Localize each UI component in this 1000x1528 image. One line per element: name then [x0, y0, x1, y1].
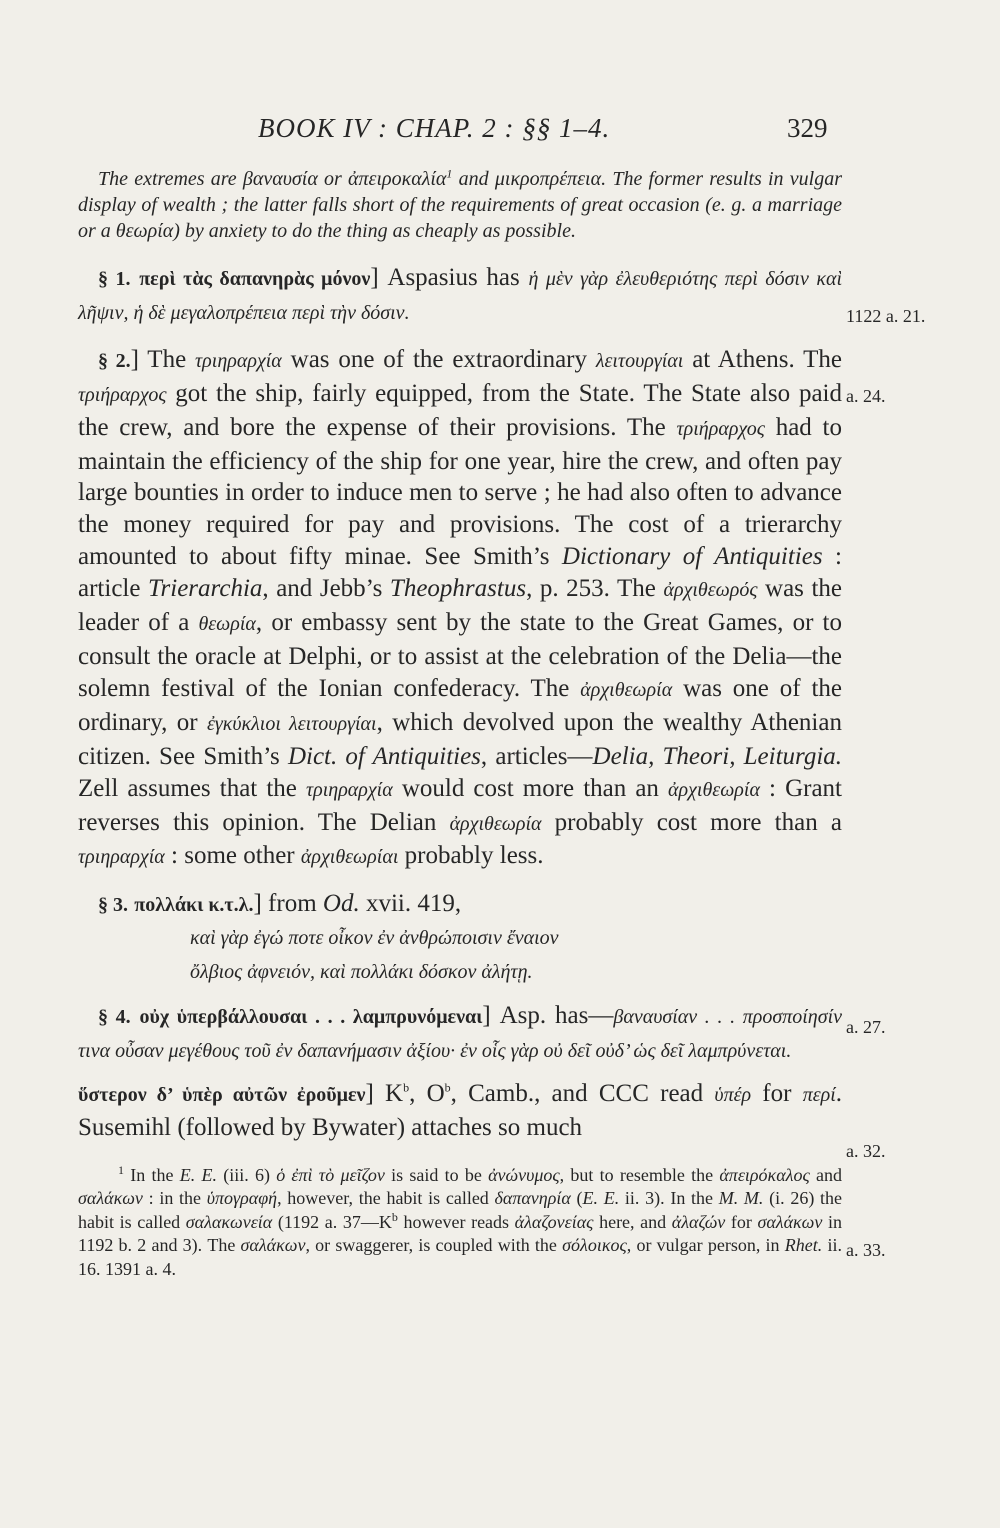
- text: was one of the ordinary, or: [78, 674, 843, 736]
- margin-ref-s1: 1122 a. 21.: [846, 306, 926, 326]
- greek-term: ἀπειρόκαλος: [719, 1164, 810, 1185]
- text: got the ship, fairly equipped, from the State. The State also paid the crew, and bore the expense of their provisions. The: [78, 379, 842, 441]
- text: had to maintain the efficiency of the ship for one year, hire the crew, and often pay large bounties in order to induce men to serve ; he had also often to advance the money required for pay and provisions. The cost of a trierarchy amounted to about fifty minae. See Smith’s: [78, 413, 843, 571]
- greek-term: σαλάκων: [240, 1235, 306, 1256]
- text: ] The: [130, 345, 196, 373]
- greek-term: ἀρχιθεωρία: [580, 678, 673, 701]
- page-number: 329: [787, 113, 828, 143]
- text: , p. 253. The: [526, 575, 664, 603]
- margin-ref-s5: a. 33.: [846, 1240, 886, 1260]
- text: , articles—: [480, 742, 593, 770]
- text: , or embassy sent by the state to the Great Games, or to consult the oracle at Delphi, or to assist at the celebration of the Delia—the solemn festival of the Ionian confederacy. The: [78, 609, 842, 702]
- summary-text-a: The extremes are βαναυσία or ἀπειροκαλία: [98, 168, 447, 190]
- text: was one of the extraordinary: [281, 345, 596, 373]
- abbrev: Rhet.: [784, 1235, 823, 1256]
- lemma: ὕστερον δ’ ὑπὲρ αὐτῶν ἐροῦμεν: [78, 1084, 366, 1107]
- greek-term: σαλακωνεία: [185, 1211, 273, 1232]
- section-mark: § 4.: [98, 1006, 131, 1029]
- text: Zell assumes that the: [78, 774, 306, 802]
- section-3: [78, 888, 842, 922]
- section-mark: § 1.: [98, 268, 131, 290]
- superscript: b: [391, 1209, 398, 1224]
- text: , however, the habit is called: [277, 1188, 495, 1209]
- abbrev: E. E.: [582, 1188, 620, 1209]
- greek-term: ἀλαζονείας: [514, 1211, 594, 1232]
- greek-term: τριηραρχία: [78, 846, 165, 869]
- greek-quote: βαναυσίαν . . . προσποίησίν τινα οὖσαν μεγέθους τοῦ ἐν δαπανήμασιν ἀξίου· ἐν οἷς γὰρ οὐ δεῖ οὐδ’ ὡς δεῖ λαμπρύνεται.: [78, 1006, 842, 1063]
- greek-term: ὑπογραφή: [206, 1188, 278, 1209]
- text: ii. 3). In the: [619, 1188, 719, 1209]
- chapter-summary: [78, 166, 842, 244]
- margin-ref-s3: a. 27.: [846, 1017, 886, 1037]
- greek-term: σαλάκων: [78, 1188, 143, 1209]
- greek-term: σαλάκων: [757, 1211, 823, 1232]
- text: : article: [78, 543, 842, 603]
- text: ] Aspasius has: [370, 264, 529, 291]
- greek-term: τριηραρχία: [305, 778, 393, 801]
- text: for: [725, 1211, 758, 1232]
- text: would cost more than an: [392, 774, 669, 802]
- text: , and Jebb’s: [262, 575, 390, 603]
- greek-term: λειτουργίαι: [595, 349, 684, 372]
- text: however reads: [397, 1211, 515, 1232]
- text: : Grant reverses this opinion. The Delian: [78, 774, 842, 836]
- greek-term: ἀρχιθεωρία: [668, 778, 760, 801]
- margin-ref-s2: a. 24.: [846, 386, 886, 406]
- verse-line-1: καὶ γὰρ ἐγώ ποτε οἶκον ἐν ἀνθρώποισιν ἔναιον: [190, 927, 559, 950]
- text: (iii. 6): [216, 1164, 277, 1185]
- page-body: [78, 166, 842, 1281]
- text: at Athens. The: [683, 345, 843, 373]
- text: , or swaggerer, is coupled with the: [305, 1235, 563, 1256]
- text: was the leader of a: [78, 575, 843, 637]
- text: , O: [409, 1080, 445, 1108]
- text: , Camb., and CCC read: [450, 1080, 715, 1108]
- text: xvii. 419,: [359, 890, 462, 918]
- section-5: [78, 1078, 842, 1144]
- text: (1192 a. 37—K: [272, 1211, 392, 1232]
- greek-term: τριήραρχος: [676, 417, 765, 440]
- running-head: BOOK IV : CHAP. 2 : §§ 1–4.: [258, 113, 611, 143]
- text: is said to be: [384, 1164, 489, 1185]
- text: probably cost more than a: [541, 808, 842, 836]
- summary-text-b: and μικροπρέπεια. The former results in vulgar display of wealth ; the latter falls short of the requirements of great occasion (e. g. a marriage or a θεωρία) by anxiety to do the thing as cheaply as possible.: [78, 168, 842, 242]
- text: : in the: [142, 1188, 207, 1209]
- greek-term: ἐγκύκλιοι λειτουργίαι: [206, 712, 377, 735]
- lemma: περὶ τὰς δαπανηρὰς μόνον: [139, 268, 371, 290]
- greek-term: περί: [802, 1084, 836, 1107]
- footnote-reference: 1: [446, 166, 453, 181]
- text: (: [570, 1188, 583, 1209]
- greek-term: ὑπέρ: [714, 1084, 752, 1107]
- book-title: Dictionary of Antiquities: [561, 543, 823, 571]
- superscript: b: [444, 1080, 451, 1095]
- text: , but to resemble the: [559, 1164, 720, 1185]
- text: ] from: [253, 890, 323, 918]
- greek-term: τριηραρχία: [195, 349, 282, 372]
- article-titles: Delia, Theori, Leiturgia.: [592, 742, 843, 770]
- verse-line-2: ὄλβιος ἀφνειόν, καὶ πολλάκι δόσκον ἀλήτῃ.: [190, 961, 533, 984]
- page-header: [0, 113, 1000, 153]
- text: (i. 26) the habit is called: [78, 1188, 843, 1232]
- text: ii. 16. 1391 a. 4.: [78, 1235, 842, 1279]
- abbrev: E. E.: [179, 1164, 217, 1185]
- section-4: [78, 1000, 842, 1068]
- book-title: Theophrastus: [389, 575, 527, 603]
- section-mark: § 2.: [98, 349, 131, 372]
- greek-term: σόλοικος: [562, 1235, 627, 1256]
- text: for: [751, 1080, 803, 1108]
- greek-term: θεωρία: [198, 613, 256, 636]
- text: , or vulgar person, in: [626, 1235, 785, 1256]
- text: and: [809, 1164, 842, 1185]
- book-title: Dict. of Antiquities: [287, 742, 481, 770]
- work-title: Od.: [322, 890, 360, 918]
- section-1: [78, 262, 842, 330]
- text: ] Asp. has—: [482, 1002, 614, 1030]
- article-title: Trierarchia: [148, 575, 263, 603]
- greek-term: ἀνώνυμος: [488, 1164, 560, 1185]
- greek-term: δαπανηρία: [494, 1188, 571, 1209]
- text: : some other: [164, 842, 301, 870]
- abbrev: M. M.: [718, 1188, 764, 1209]
- margin-ref-s4: a. 32.: [846, 1141, 886, 1161]
- text: In the: [124, 1164, 180, 1185]
- footnote-mark: 1: [118, 1162, 124, 1177]
- text: probably less.: [398, 842, 544, 870]
- greek-term: ὁ ἐπὶ τὸ μεῖζον: [276, 1164, 385, 1185]
- text: , which devolved upon the wealthy Athenian citizen. See Smith’s: [78, 708, 842, 770]
- text: here, and: [593, 1211, 672, 1232]
- section-mark: § 3.: [98, 894, 128, 917]
- text: . Susemihl (followed by Bywater) attaches so much: [78, 1080, 842, 1141]
- lemma: πολλάκι κ.τ.λ.: [134, 894, 254, 917]
- footnote: [78, 1164, 842, 1282]
- greek-term: ἀρχιθεωρία: [449, 812, 542, 835]
- text: in 1192 b. 2 and 3). The: [78, 1211, 842, 1256]
- superscript: b: [403, 1080, 410, 1095]
- greek-term: ἀρχιθεωρίαι: [300, 846, 399, 869]
- text: ] K: [365, 1080, 404, 1108]
- section-2: [78, 344, 842, 875]
- lemma: οὐχ ὑπερβάλλουσαι . . . λαμπρυνόμεναι: [139, 1006, 483, 1029]
- greek-term: ἀρχιθεωρός: [663, 579, 758, 602]
- greek-term: τριήραρχος: [78, 383, 167, 406]
- greek-term: ἀλαζών: [671, 1211, 726, 1232]
- greek-quote: ἡ μὲν γὰρ ἐλευθεριότης περὶ δόσιν καὶ λῆψιν, ἡ δὲ μεγαλοπρέπεια περὶ τὴν δόσιν.: [78, 268, 842, 324]
